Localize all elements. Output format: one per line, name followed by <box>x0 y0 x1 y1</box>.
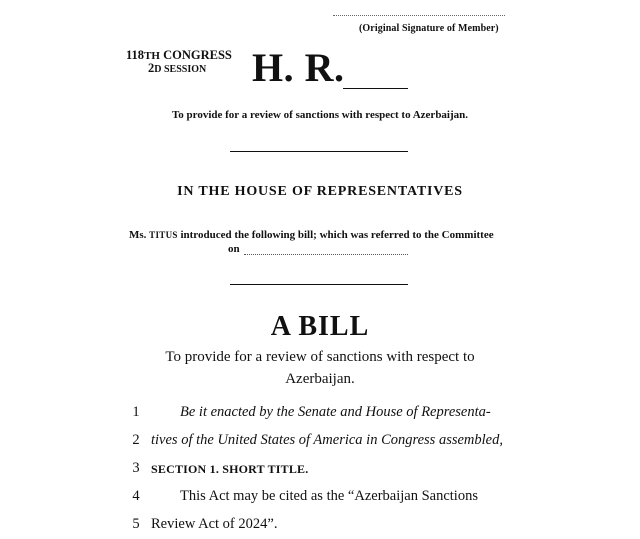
bill-number-blank <box>343 88 408 89</box>
bill-purpose-line-2: Azerbaijan. <box>285 371 355 387</box>
session-label: 2D SESSION <box>148 61 207 75</box>
bill-heading: A BILL <box>270 311 370 342</box>
divider-rule <box>230 284 408 285</box>
enacting-clause-line-1: Be it enacted by the Senate and House of Representa- <box>180 404 491 420</box>
section-heading: SECTION 1. SHORT TITLE. <box>151 462 309 476</box>
house-heading: IN THE HOUSE OF REPRESENTATIVES <box>177 184 463 199</box>
bill-designation: H. R. <box>252 45 345 90</box>
front-purpose: To provide for a review of sanctions with respect to Azerbaijan. <box>171 109 469 121</box>
divider-rule <box>230 151 408 152</box>
line-number: 5 <box>132 516 140 532</box>
sponsor-name: TITUS <box>149 230 178 240</box>
introduction-line-1: Ms. TITUS introduced the following bill; which was referred to the Committee <box>129 229 494 241</box>
introduction-line-2: on <box>228 243 240 255</box>
congress-label: 118TH CONGRESS <box>126 48 232 62</box>
short-title-line-2: Review Act of 2024”. <box>151 516 278 532</box>
signature-dotted-line <box>333 15 505 16</box>
original-signature-label: (Original Signature of Member) <box>359 23 499 34</box>
enacting-clause-line-2: tives of the United States of America in Congress assembled, <box>151 432 503 448</box>
short-title-line-1: This Act may be cited as the “Azerbaijan Sanctions <box>180 488 478 504</box>
bill-purpose-line-1: To provide for a review of sanctions with respect to <box>165 349 475 365</box>
line-number: 4 <box>132 488 140 504</box>
line-number: 3 <box>132 460 140 476</box>
line-number: 1 <box>132 404 140 420</box>
committee-blank <box>244 254 408 255</box>
line-number: 2 <box>132 432 140 448</box>
